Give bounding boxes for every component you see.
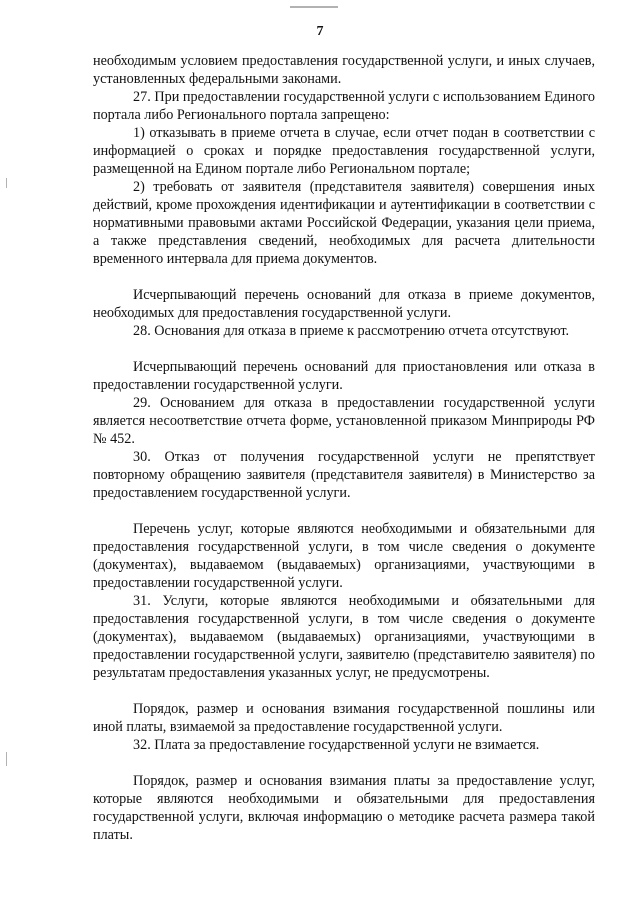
- section-heading: Порядок, размер и основания взимания платы за предоставление услуг, которые являются необходимыми и обязательными для предоставления государственной услуги, включая информацию о методике расчета размера такой платы.: [93, 773, 595, 843]
- paragraph-item-27: 27. При предоставлении государственной услуги с использованием Единого портала либо Регионального портала запрещено:: [93, 89, 595, 123]
- scan-artifact: [290, 6, 338, 8]
- section-heading: Перечень услуг, которые являются необходимыми и обязательными для предоставления государственной услуги, в том числе сведения о документе (документах), выдаваемом (выдаваемых) организациями, участвующими в предоставлении государственной услуги.: [93, 521, 595, 591]
- page-number: 7: [316, 24, 324, 39]
- paragraph-item-28: 28. Основания для отказа в приеме к рассмотрению отчета отсутствуют.: [133, 323, 570, 339]
- section-heading: Исчерпывающий перечень оснований для приостановления или отказа в предоставлении государственной услуги.: [93, 359, 595, 393]
- scan-margin-mark: [6, 752, 7, 766]
- paragraph: необходимым условием предоставления государственной услуги, и иных случаев, установленных федеральными законами.: [93, 53, 595, 87]
- document-body: [93, 52, 595, 844]
- section-heading: Исчерпывающий перечень оснований для отказа в приеме документов, необходимых для предоставления государственной услуги.: [93, 287, 595, 321]
- scan-margin-mark: [6, 178, 7, 188]
- paragraph-item-31: 31. Услуги, которые являются необходимыми и обязательными для предоставления государственной услуги, в том числе сведения о документе (документах), выдаваемом (выдаваемых) организациями, участвующими в предоставлении государственной услуги, заявителю (представителю заявителя) по результатам предоставления указанных услуг, не предусмотрены.: [93, 593, 595, 681]
- paragraph-item-30: 30. Отказ от получения государственной услуги не препятствует повторному обращению заявителя (представителя заявителя) в Министерство за предоставлением государственной услуги.: [93, 449, 595, 501]
- paragraph-item-29: 29. Основанием для отказа в предоставлении государственной услуги является несоответствие отчета форме, установленной приказом Минприроды РФ № 452.: [93, 395, 595, 447]
- section-heading: Порядок, размер и основания взимания государственной пошлины или иной платы, взимаемой за предоставление государственной услуги.: [93, 701, 595, 735]
- subitem-1: 1) отказывать в приеме отчета в случае, если отчет подан в соответствии с информацией о сроках и порядке предоставления государственной услуги, размещенной на Едином портале либо Региональном портале;: [93, 125, 595, 177]
- paragraph-item-32: 32. Плата за предоставление государственной услуги не взимается.: [133, 737, 540, 753]
- subitem-2: 2) требовать от заявителя (представителя заявителя) совершения иных действий, кроме прохождения идентификации и аутентификации в соответствии с нормативными правовыми актами Российской Федерации, указания цели приема, а также представления сведений, необходимых для расчета длительности временного интервала для приема документов.: [93, 179, 595, 267]
